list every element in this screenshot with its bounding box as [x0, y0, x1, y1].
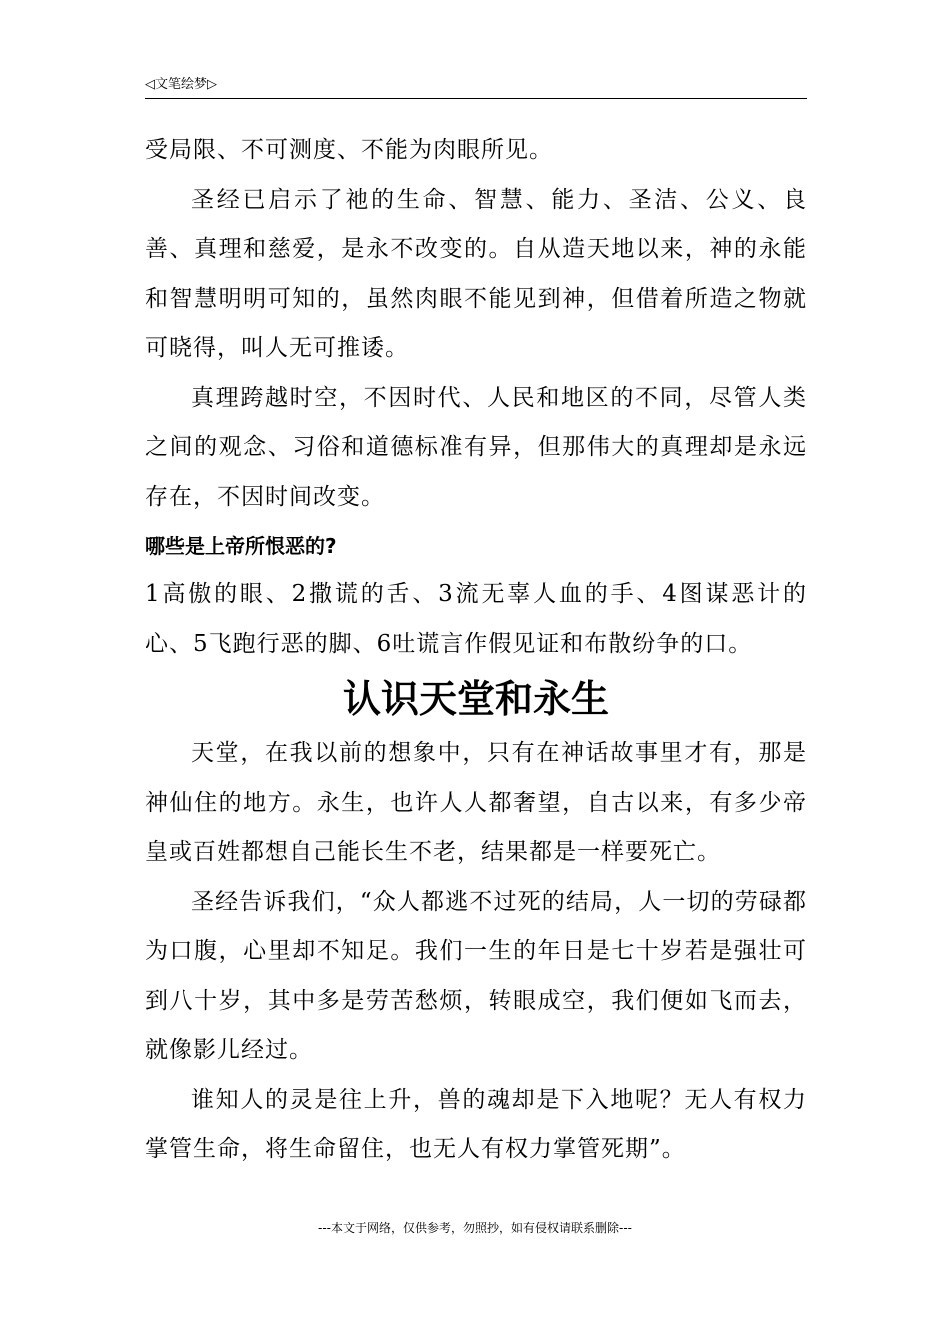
document-body [145, 126, 807, 1175]
question-heading: 哪些是上帝所恨恶的? [145, 534, 337, 558]
page-footer [0, 1219, 950, 1237]
footer-text: ---本文于网络，仅供参考，勿照抄，如有侵权请联系删除--- [318, 1221, 632, 1235]
paragraph-5: 天堂，在我以前的想象中，只有在神话故事里才有，那是神仙住的地方。永生，也许人人都奢望，自古以来，有多少帝皇或百姓都想自己能长生不老，结果都是一样要死亡。 [145, 740, 807, 865]
page-header [145, 72, 807, 99]
paragraph-4: 1高傲的眼、2撒谎的舌、3流无辜人血的手、4图谋恶计的心、5飞跑行恶的脚、6吐谎言作假见证和布散纷争的口。 [145, 581, 807, 657]
paragraph-2: 圣经已启示了祂的生命、智慧、能力、圣洁、公义、良善、真理和慈爱，是永不改变的。自从造天地以来，神的永能和智慧明明可知的，虽然肉眼不能见到神，但借着所造之物就可晓得，叫人无可推诿。 [145, 186, 807, 361]
paragraph-3: 真理跨越时空，不因时代、人民和地区的不同，尽管人类之间的观念、习俗和道德标准有异，但那伟大的真理却是永远存在，不因时间改变。 [145, 384, 807, 510]
header-text: ◁文笔绘梦▷ [145, 77, 217, 92]
paragraph-7: 谁知人的灵是往上升，兽的魂却是下入地呢？无人有权力掌管生命，将生命留住，也无人有权力掌管死期”。 [145, 1086, 807, 1162]
paragraph-1: 受局限、不可测度、不能为肉眼所见。 [145, 137, 553, 163]
section-title: 认识天堂和永生 [342, 677, 609, 721]
paragraph-6: 圣经告诉我们，“众人都逃不过死的结局，人一切的劳碌都为口腹，心里却不知足。我们一生的年日是七十岁若是强壮可到八十岁，其中多是劳苦愁烦，转眼成空，我们便如飞而去，就像影儿经过。 [145, 888, 807, 1063]
